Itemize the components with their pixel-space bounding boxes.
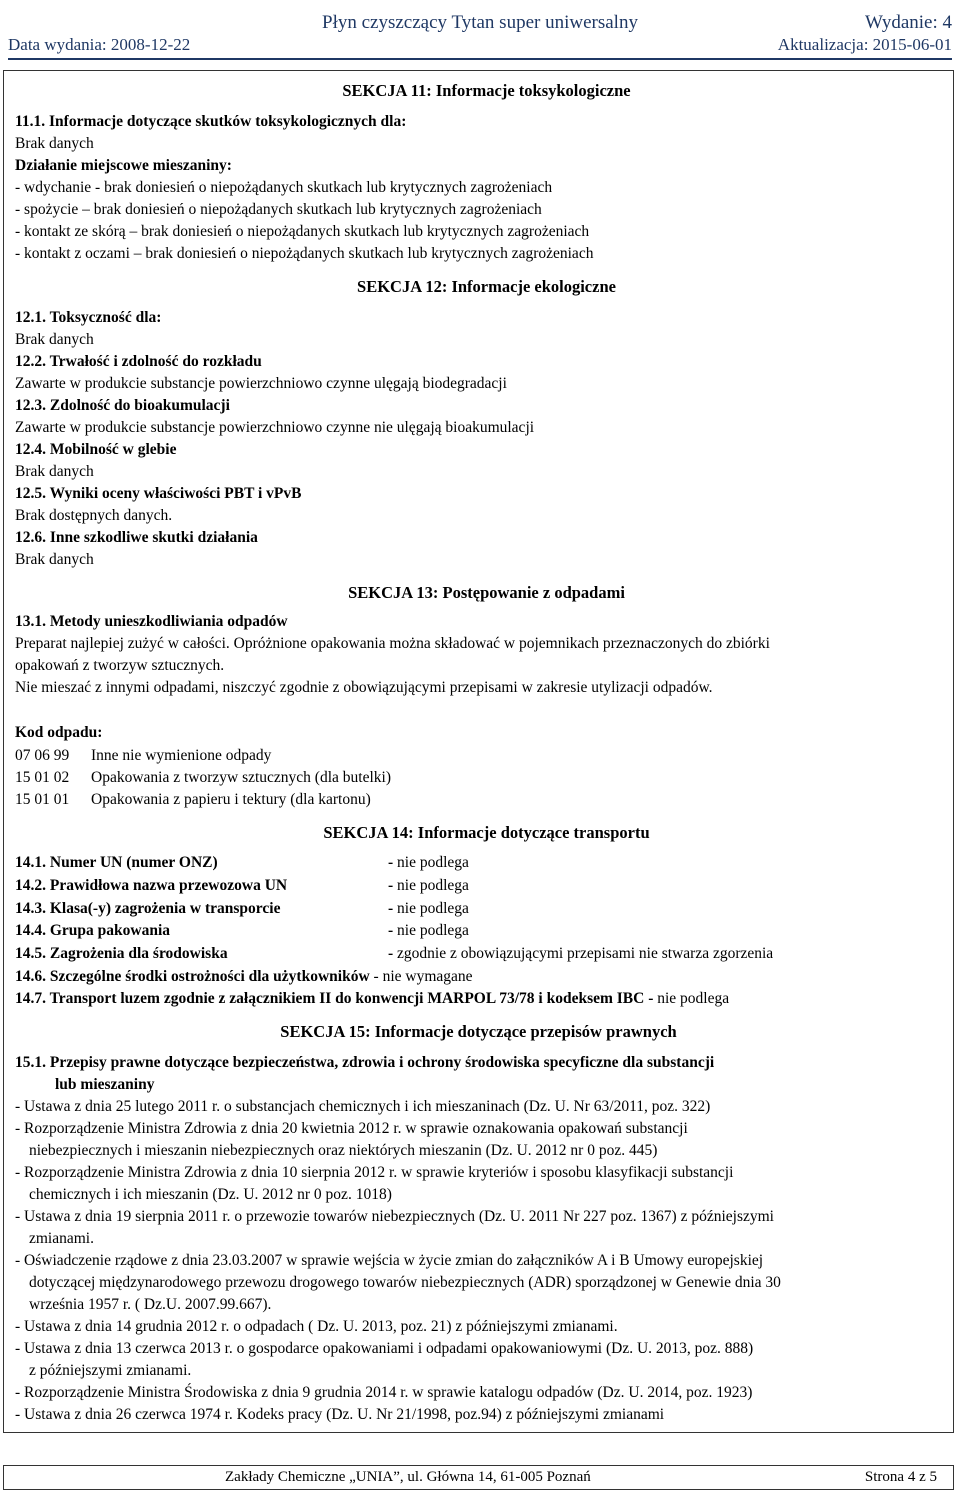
document-title: Płyn czyszczący Tytan super uniwersalny [322, 12, 638, 33]
regulation-line: - Ustawa z dnia 19 sierpnia 2011 r. o przewozie towarów niebezpiecznych (Dz. U. 2011 Nr 227 poz. 1367) z późniejszymi [15, 1208, 774, 1225]
transport-label: 14.3. Klasa(-y) zagrożenia w transporcie [15, 900, 281, 917]
regulation-line: zmianami. [29, 1230, 94, 1247]
page-number: Strona 4 z 5 [864, 1469, 937, 1485]
regulation-line: - Ustawa z dnia 13 czerwca 2013 r. o gospodarce opakowaniami i odpadami opakowaniowymi (Dz. U. 2013, poz. 888) [15, 1340, 754, 1357]
page-header [8, 6, 952, 54]
s13-text: Nie mieszać z innymi odpadami, niszczyć zgodnie z obowiązującymi przepisami w zakresie utylizacji odpadów. [15, 679, 713, 696]
document-body [3, 70, 954, 1433]
update-date: Aktualizacja: 2015-06-01 [777, 35, 952, 54]
waste-code: 15 01 02 [15, 769, 70, 786]
section-13-title: SEKCJA 13: Postępowanie z odpadami [348, 583, 625, 602]
s12-text: Brak danych [15, 551, 94, 568]
transport-label: 14.4. Grupa pakowania [15, 922, 171, 939]
regulation-line: - Ustawa z dnia 14 grudnia 2012 r. o odpadach ( Dz. U. 2013, poz. 21) z późniejszymi zmianami. [15, 1318, 618, 1335]
s12-text: Brak dostępnych danych. [15, 507, 173, 524]
s12-text: Brak danych [15, 331, 94, 348]
regulation-line: - Ustawa z dnia 26 czerwca 1974 r. Kodeks pracy (Dz. U. Nr 21/1998, poz.94) z późniejszymi zmianami [15, 1406, 665, 1423]
regulation-line: z późniejszymi zmianami. [29, 1362, 192, 1379]
transport-value: - nie podlega [388, 922, 469, 939]
s11-text: - wdychanie - brak doniesień o niepożądanych skutkach lub krytycznych zagrożeniach [15, 179, 553, 196]
s13-text: Preparat najlepiej zużyć w całości. Opróżnione opakowania można składować w pojemnikach przeznaczonych do zbiórki [15, 635, 770, 652]
company-address: Zakłady Chemiczne „UNIA”, ul. Główna 14, 61-005 Poznań [225, 1469, 591, 1485]
s11-text: - spożycie – brak doniesień o niepożądanych skutkach lub krytycznych zagrożeniach [15, 201, 542, 218]
transport-value: - nie podlega [388, 854, 469, 871]
section-11-title: SEKCJA 11: Informacje toksykologiczne [342, 81, 631, 100]
s12-text: Zawarte w produkcie substancje powierzchniowo czynne nie ulęgają bioakumulacji [15, 419, 535, 436]
regulation-line: - Ustawa z dnia 25 lutego 2011 r. o substancjach chemicznych i ich mieszaninach (Dz. U. Nr 63/2011, poz. 322) [15, 1098, 711, 1115]
s12-heading: 12.4. Mobilność w glebie [15, 441, 177, 458]
regulation-line: dotyczącej międzynarodowego przewozu drogowego towarów niebezpiecznych (ADR) sporządzonej w Genewie dnia 30 [29, 1274, 781, 1291]
waste-code-desc: Opakowania z tworzyw sztucznych (dla butelki) [91, 769, 391, 786]
waste-code-desc: Opakowania z papieru i tektury (dla kartonu) [91, 791, 371, 808]
regulation-line: - Rozporządzenie Ministra Środowiska z dnia 9 grudnia 2014 r. w sprawie katalogu odpadów (Dz. U. 2014, poz. 1923) [15, 1384, 753, 1401]
regulation-line: niebezpiecznych i mieszanin niebezpiecznych oraz niektórych mieszanin (Dz. U. 2012 nr 0 poz. 445) [29, 1142, 658, 1159]
waste-code: 15 01 01 [15, 791, 70, 808]
transport-value: - nie podlega [388, 900, 469, 917]
issue-date: Data wydania: 2008-12-22 [8, 35, 191, 54]
regulation-line: chemicznych i ich mieszanin (Dz. U. 2012 nr 0 poz. 1018) [29, 1186, 392, 1203]
regulation-line: - Oświadczenie rządowe z dnia 23.03.2007 w sprawie wejścia w życie zmian do załączników A i B Umowy europejskiej [15, 1252, 764, 1269]
page-footer [3, 1465, 954, 1490]
section-12-title: SEKCJA 12: Informacje ekologiczne [357, 277, 616, 296]
transport-label: 14.1. Numer UN (numer ONZ) [15, 854, 218, 871]
version-label: Wydanie: 4 [865, 12, 952, 33]
transport-row-14-6: 14.6. Szczególne środki ostrożności dla użytkowników - nie wymagane [15, 968, 473, 985]
s11-subheading: Działanie miejscowe mieszaniny: [15, 157, 232, 174]
s15-heading: 15.1. Przepisy prawne dotyczące bezpieczeństwa, zdrowia i ochrony środowiska specyficzne dla substancji [15, 1054, 715, 1071]
transport-label: 14.5. Zagrożenia dla środowiska [15, 945, 228, 962]
waste-code-label: Kod odpadu: [15, 724, 103, 741]
waste-code-desc: Inne nie wymienione odpady [91, 747, 272, 764]
s12-heading: 12.5. Wyniki oceny właściwości PBT i vPvB [15, 485, 302, 502]
transport-value: - zgodnie z obowiązującymi przepisami nie stwarza zgorzenia [388, 945, 774, 962]
s11-text: - kontakt ze skórą – brak doniesień o niepożądanych skutkach lub krytycznych zagrożeniach [15, 223, 590, 240]
regulation-line: września 1957 r. ( Dz.U. 2007.99.667). [29, 1296, 272, 1313]
s12-heading: 12.1. Toksyczność dla: [15, 309, 162, 326]
s12-text: Brak danych [15, 463, 94, 480]
s15-heading: lub mieszaniny [55, 1076, 155, 1093]
s12-heading: 12.6. Inne szkodliwe skutki działania [15, 529, 258, 546]
s13-heading: 13.1. Metody unieszkodliwiania odpadów [15, 613, 288, 630]
s12-heading: 12.3. Zdolność do bioakumulacji [15, 397, 230, 414]
regulation-line: - Rozporządzenie Ministra Zdrowia z dnia 20 kwietnia 2012 r. w sprawie oznakowania opakowań substancji [15, 1120, 688, 1137]
transport-label: 14.2. Prawidłowa nazwa przewozowa UN [15, 877, 288, 894]
s11-heading: 11.1. Informacje dotyczące skutków toksykologicznych dla: [15, 113, 407, 130]
regulation-line: - Rozporządzenie Ministra Zdrowia z dnia 10 sierpnia 2012 r. w sprawie kryteriów i sposobu klasyfikacji substancji [15, 1164, 734, 1181]
section-14-title: SEKCJA 14: Informacje dotyczące transportu [323, 823, 650, 842]
waste-code: 07 06 99 [15, 747, 70, 764]
s13-text: opakowań z tworzyw sztucznych. [15, 657, 225, 674]
s12-heading: 12.2. Trwałość i zdolność do rozkładu [15, 353, 262, 370]
transport-row-14-7: 14.7. Transport luzem zgodnie z załącznikiem II do konwencji MARPOL 73/78 i kodeksem IBC - nie podlega [15, 990, 730, 1007]
s12-text: Zawarte w produkcie substancje powierzchniowo czynne ulęgają biodegradacji [15, 375, 507, 392]
transport-value: - nie podlega [388, 877, 469, 894]
s11-text: Brak danych [15, 135, 94, 152]
s11-text: - kontakt z oczami – brak doniesień o niepożądanych skutkach lub krytycznych zagrożeniach [15, 245, 594, 262]
header-divider [8, 58, 952, 60]
section-15-title: SEKCJA 15: Informacje dotyczące przepisów prawnych [280, 1022, 677, 1041]
